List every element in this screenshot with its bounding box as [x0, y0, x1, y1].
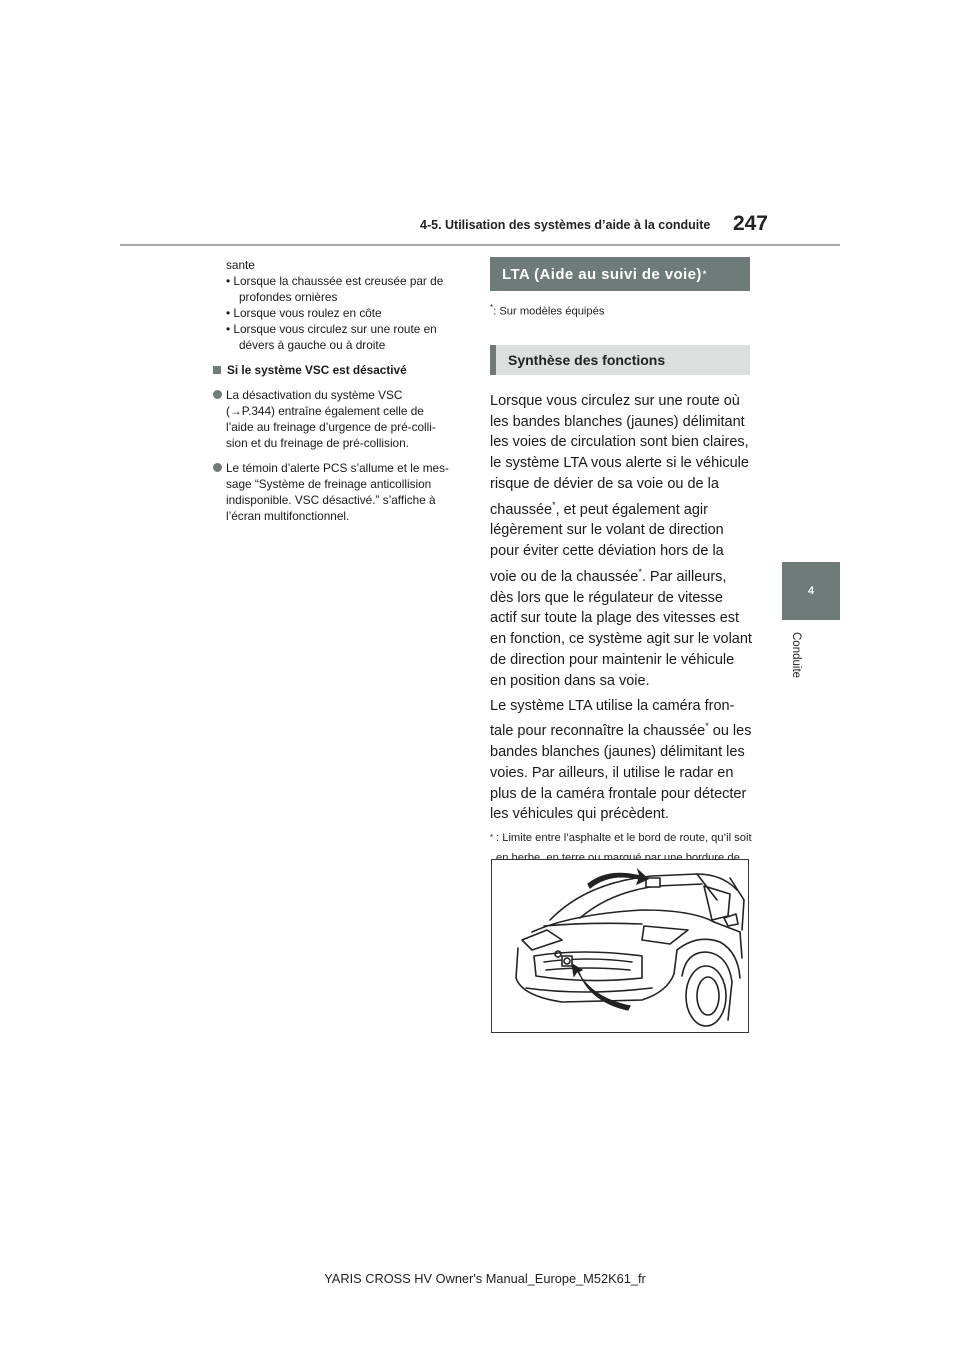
list-item	[213, 305, 465, 321]
paragraph-line: indisponible. VSC désactivé.” s’affiche à	[226, 493, 436, 507]
right-column	[490, 257, 752, 888]
manual-footer: YARIS CROSS HV Owner's Manual_Europe_M52K61_fr	[324, 1271, 646, 1286]
list-item-line: • Lorsque vous circulez sur une route en	[226, 322, 437, 336]
footnote-text: : Limite entre l’asphalte et le bord de route, qu’il soit	[496, 832, 752, 845]
list-item-line: • Lorsque vous roulez en côte	[226, 306, 382, 320]
info-paragraph	[213, 387, 465, 451]
body-text-span: . Par ailleurs, dès lors que le régulateur de vitesse actif sur toute la plage des vitesses est en fonction, ce système agit sur le volant de direction pour maintenir le véhicule en position dans sa voie.	[490, 568, 752, 689]
chapter-tab[interactable]	[782, 562, 840, 620]
circle-bullet-icon	[213, 463, 222, 472]
car-front-icon	[492, 860, 749, 1033]
info-paragraph	[213, 460, 465, 524]
square-bullet-icon	[213, 366, 221, 374]
circle-bullet-icon	[213, 390, 222, 399]
section-title: 4-5. Utilisation des systèmes d’aide à la conduite	[420, 218, 711, 232]
left-column	[213, 257, 465, 524]
list-item-line: • Lorsque la chaussée est creusée par de	[226, 274, 444, 288]
footnote-equipped-models	[490, 303, 752, 318]
subheading	[213, 362, 465, 378]
list-item	[213, 321, 465, 353]
list-item-line: dévers à gauche ou à droite	[239, 338, 386, 352]
body-text-span: Lorsque vous circulez sur une route où les bandes blanches (jaunes) délimitant les voies de circulation sont bien claires, le système LTA vous alerte si le véhicule risque de dévier de sa voie ou de la chaussée	[490, 392, 749, 518]
paragraph-line: La désactivation du système VSC	[226, 388, 403, 402]
footnote-mark: *	[490, 833, 494, 843]
page-number: 247	[732, 212, 768, 235]
banner-asterisk: *	[702, 269, 707, 279]
asterisk-mark: *	[705, 721, 709, 732]
footnote-text: : Sur modèles équipés	[493, 305, 605, 318]
header-divider	[120, 244, 840, 246]
paragraph-line: l’écran multifonctionnel.	[226, 509, 350, 523]
section-banner	[490, 257, 750, 291]
list-item-line: profondes ornières	[239, 290, 338, 304]
paragraph-line: l’aide au freinage d’urgence de pré-colli-	[226, 420, 436, 434]
banner-title: LTA (Aide au suivi de voie)	[502, 265, 702, 283]
vehicle-camera-radar-illustration	[491, 859, 749, 1033]
subheading-text: Si le système VSC est désactivé	[227, 363, 407, 377]
paragraph-line: Le témoin d’alerte PCS s’allume et le mes-	[226, 461, 449, 475]
subsection-heading: Synthèse des fonctions	[490, 345, 750, 375]
paragraph-line: (→P.344) entraîne également celle de	[226, 404, 424, 418]
body-text-span: ou les bandes blanches (jaunes) délimitant les voies. Par ailleurs, il utilise le radar en plus de la caméra frontale pour détecter les véhicules qui précèdent.	[490, 723, 752, 823]
body-text	[490, 391, 752, 825]
list-item	[213, 273, 465, 305]
body-paragraph	[490, 696, 752, 826]
body-paragraph	[490, 391, 752, 692]
continued-text: sante	[226, 258, 255, 272]
asterisk-mark: *	[552, 499, 556, 510]
body-text-span: , et peut également agir légèrement sur le volant de direction pour éviter cette déviation hors de la voie ou de la chaussée	[490, 501, 724, 585]
asterisk-mark: *	[638, 566, 642, 577]
chapter-label: Conduite	[790, 632, 802, 679]
paragraph-line: sage “Système de freinage anticollision	[226, 477, 432, 491]
chapter-number: 4	[807, 585, 815, 597]
body-text-span: Le système LTA utilise la caméra fron-tale pour reconnaître la chaussée	[490, 697, 735, 740]
footnote-mark: *	[490, 303, 494, 312]
paragraph-line: sion et du freinage de pré-collision.	[226, 436, 409, 450]
